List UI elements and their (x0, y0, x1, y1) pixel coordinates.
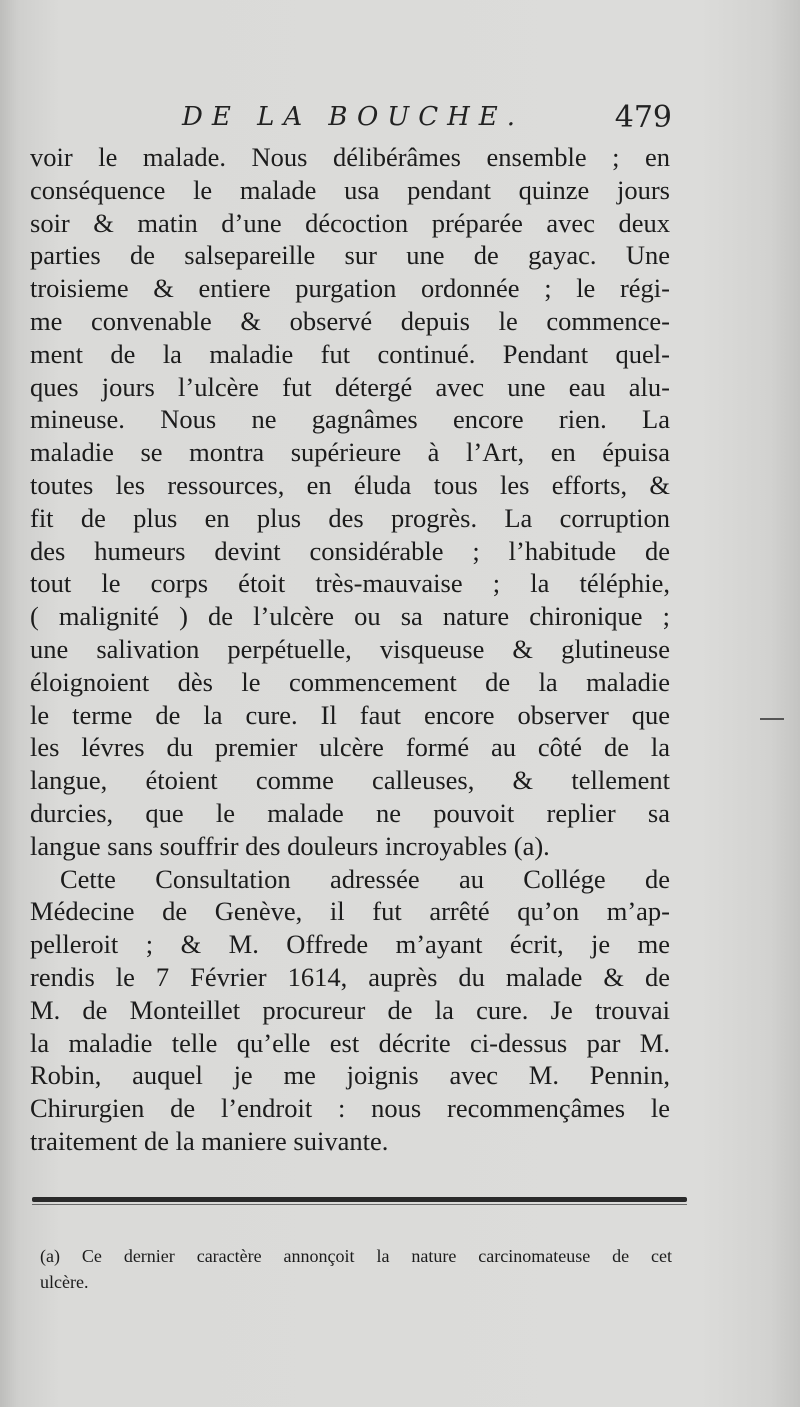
text-line: éloignoient dès le commencement de la maladie (30, 666, 670, 697)
footnote-line: (a) Ce dernier caractère annonçoit la nature carcinomateuse de cet (40, 1246, 672, 1266)
text-line: ment de la maladie fut continué. Pendant quel- (30, 338, 670, 369)
text-line: rendis le 7 Février 1614, auprès du malade & de (30, 961, 670, 992)
text-line: traitement de la maniere suivante. (30, 1125, 389, 1156)
text-line: troisieme & entiere purgation ordonnée ; le régi- (30, 273, 670, 304)
text-line: le terme de la cure. Il faut encore observer que (30, 699, 670, 730)
text-line: soir & matin d’une décoction préparée avec deux (30, 207, 670, 238)
text-line: pelleroit ; & M. Offrede m’ayant écrit, je me (30, 929, 670, 960)
text-line: Robin, auquel je me joignis avec M. Pennin, (30, 1060, 670, 1091)
text-line: ( malignité ) de l’ulcère ou sa nature chironique ; (30, 601, 670, 632)
margin-mark (760, 718, 784, 720)
text-line: durcies, que le malade ne pouvoit replier sa (30, 797, 670, 828)
body-text (30, 141, 670, 1158)
footnote-rule (32, 1197, 687, 1202)
text-line: langue sans souffrir des douleurs incroyables (a). (30, 830, 550, 861)
text-line: conséquence le malade usa pendant quinze jours (30, 174, 670, 205)
text-line: me convenable & observé depuis le commence- (30, 305, 670, 336)
text-line: langue, étoient comme calleuses, & tellement (30, 765, 670, 796)
text-line: M. de Monteillet procureur de la cure. Je trouvai (30, 994, 670, 1025)
page-number: 479 (614, 100, 672, 135)
text-line: tout le corps étoit très-mauvaise ; la téléphie, (30, 568, 670, 599)
text-line: la maladie telle qu’elle est décrite ci-dessus par M. (30, 1027, 670, 1058)
text-line: mineuse. Nous ne gagnâmes encore rien. La (30, 404, 670, 435)
text-line: Médecine de Genève, il fut arrêté qu’on m’ap- (30, 896, 670, 927)
text-line: voir le malade. Nous délibérâmes ensemble ; en (30, 142, 670, 172)
footnote-line: ulcère. (40, 1272, 89, 1292)
text-line: maladie se montra supérieure à l’Art, en épuisa (30, 437, 670, 468)
running-title: DE LA BOUCHE. (182, 102, 525, 132)
text-line: fit de plus en plus des progrès. La corruption (30, 502, 670, 533)
text-line: Chirurgien de l’endroit : nous recommençâmes le (30, 1093, 670, 1124)
text-line: toutes les ressources, en éluda tous les efforts, & (30, 469, 670, 500)
text-line: parties de salsepareille sur une de gayac. Une (30, 240, 670, 271)
text-line: une salivation perpétuelle, visqueuse & glutineuse (30, 633, 670, 664)
text-line: les lévres du premier ulcère formé au côté de la (30, 732, 670, 763)
text-line: ques jours l’ulcère fut détergé avec une eau alu- (30, 371, 670, 402)
text-line-paragraph-start: Cette Consultation adressée au Collége de (60, 863, 670, 894)
footnote (40, 1243, 672, 1295)
text-line: des humeurs devint considérable ; l’habitude de (30, 535, 670, 566)
